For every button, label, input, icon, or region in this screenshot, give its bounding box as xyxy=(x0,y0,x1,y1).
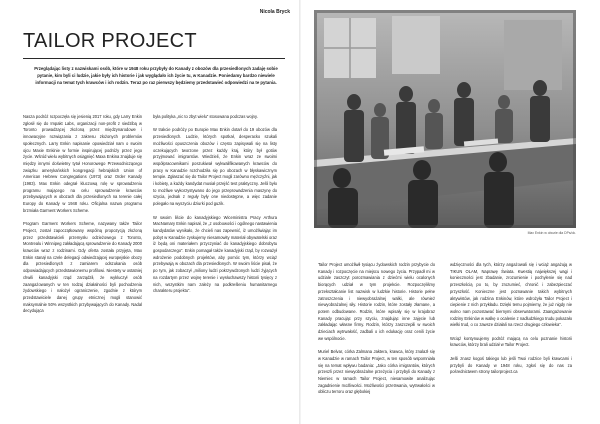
paragraph: W swoim liście do kanadyjskiego Wiceministra Pracy Arthura MacNamary Enkin napisał, że „z osobowości i ogólnego nastawienia kandydatów wynikało, że chcieli nas zapewnić, iż umożliwiając im pobyt w Kanadzie zyskujemy niesamowity materiał obywatelski oraz iż będą oni materiałem przyczyniać do kanadyjskiego dobrobytu gospodarczego”. Enkin pomagał także kanadyjski rząd, by rozważył wdrożenie podobnych projektów, aby pomóc tym, którzy wciąż przebywają w obozach dla przesiedlonych. W swoim liście pisał, że po tym, jak zobaczył „miliony ludzi pokrzywdzonych ludzi żyjących na rozdartym przez wojnę terenie i wysłuchawszy historii tysięcy z nich, wszystkim nam zależy na podkreśleniu humanitarnego charakteru projektu”. xyxy=(153,214,278,294)
paragraph: Program Garment Workers Scheme, nazywany także Tailor Project, został zapoczątkowany wspólną propozycją złożoną przez przedstawicieli przemysłu odzieżowego z Toronto, Montrealu i Winnipeg zakładającą sprowadzenie do Kanady 2000 krawców wraz z rodzinami. Gdy oferta została przyjęta, Max Enkin stanął na czele delegacji odwiedzającej europejskie obozy dla przesiedlonych z zamiarem odszukania osób odpowiadających przedstawionemu profilowi. Niestety w ostatniej chwili kanadyjski rząd zarządził, że wykluczył osób zaangażowanych w ten rodzaj działalności byli pochodzenia żydowskiego i nałożył ograniczenie, zgodnie z którym przedstawiciele danej grupy etnicznej mogli stanowić maksymalnie 50% wszystkich przybywających do Kanady. Nadal decydująca xyxy=(23,221,142,314)
title-divider xyxy=(23,58,285,59)
text-column-1 xyxy=(23,114,142,315)
page-gutter xyxy=(299,0,301,424)
paragraph: W trakcie podróży po Europie Max Enkin dotarł do 19 obozów dla przesiedlonych. Ludzie, których spotkał, desperacko szukali możliwości opuszczenia obozów i często zapisywali się na listy oczekujących tworzone przez każdy kraj, który był gotów przyjmować imigrantów. Wiedzieli, że Enkin wraz ze swoimi współpracownikami poszukiwał wykwalifikowanych krawców do pracy w Kanadzie rozchodziła się po obozach w błyskawicznym tempie. Zgłaszać się do Tailor Project mogli zarówno mężczyźni, jak i kobiety, a każdy kandydat musiał przejść test praktyczny. Jeśli było to możliwe wykorzystywano do jego przeprowadzenia maszynę do szycia, jednak z reguły były one niedostępne, a więc zadanie polegało na wyszyciu dziurki pod guzik. xyxy=(153,127,277,207)
text-column-2 xyxy=(153,114,277,295)
paragraph: wdzięczności dla tych, którzy angażowali się i wciąż angażują w TIKUN OLAM, Naprawę Świata. Kwestią największej wagi i konieczności jest zbadanie, zrozumienie i pochylenie się nad przeszłością po to, by zrozumieć, chronić i zabezpieczać przyszłość. Konieczne jest poznawanie takich wybitnych aktywistów, jak rodzina Enkinów, które wdrożyła Tailor Project i ciepienie z nich przykładu. Dzięki temu pojmiemy, że już nigdy nie wolno nam pozostawać biernymi obserwatorami. Zaangażowanie rodziny Enkinów w walkę o ocalenie z nadludzkiego trudu pokazało wielki trud, o co zawsze działali na rzecz drugiego człowieka”. xyxy=(450,262,572,328)
paragraph: Muriel Belvar, córka Zalmana Jaktera, krawca, który znalazł się w Kanadzie w ramach Tailor Project, w ten sposób wspomniała się na temat wpływu badania: „Jako córka imigrantów, których przeszli przez niewyobrażalne przeżycia i przybyli do Kanady z Niemiec w ramach Tailor Project, niesamowite analizując zagadnienie możliwości. Możliwości przetrwania, wytrwałości w obliczu terroru oraz głębokiej xyxy=(318,349,435,395)
photo-illustration xyxy=(314,10,576,228)
text-column-3 xyxy=(318,262,435,396)
historical-photo xyxy=(314,10,576,228)
photo-caption: Max Enkin w obozie dla DPs/ok. xyxy=(527,231,576,235)
paragraph: była polityka „nic to zbyt wielu” stosowana podczas wojny. xyxy=(153,114,258,119)
paragraph: Wciąż kontynuujemy podróż mającą na celu poznanie historii krawców, którzy brali udział w Tailor Project. xyxy=(450,335,572,348)
article-lead: Przeglądając listy z nazwiskami osób, które w 1948 roku przybyły do Kanady z obozów dla przesiedlonych zadaję sobie pytanie, kim byli ci ludzie, jakie były ich historie i jak wyglądało ich życie tu, w Kanadzie. Poniedamy bardzo niewiele informacji na temat tych krawców i ich rodzin. Teraz po raz pierwszy będziemy przedstawieć odpowiedzi na te pytania. xyxy=(34,66,278,85)
paragraph: Nasza podróż rozpoczęła się jesienią 2017 roku, gdy Larry Enkin zgłosił się do Impakt Labs, organizacji non-profit z siedzibą w Toronto prowadzącej złożoną przez międzynarodowe i innowacyjne rozwiązania z zakresu złożonych problemów społecznych. Larry Enkin napisanie opowiedział nam o swoim ojcu Maxie Enkinie w formie inspirującej podróży przez jego życie. Wśród wielu wybitnych osiągnięć Maxa Enkina znajduje się między innymi doświetny tytuł Honorowego Przewodniczącego związku amerykańskich kongregacji hebrajskich Union of American Hebrew Congregations (1973) oraz Order Kanady (1983). Max Enkin odegrał kluczową rolę w sprowadzeniu programu mającego na celu sprowadzenie krawców przebywających w obozach dla przesiedlonych na terenie całej Europy do Kanady w 1948 roku. Oficjalna nazwa programu brzmiała Garment Workers Scheme. xyxy=(23,114,143,213)
text-column-4 xyxy=(450,262,572,376)
paragraph: Jeśli znasz kogoś takiego lub jeśli Twoi rodzice byli krawcami i przybyli do Kanady w 1948 roku, zgłoś się do nas za pośrednictwem strony tailorproject.ca xyxy=(450,355,572,375)
paragraph: Tailor Project umożliwił tysiącu żydowskich rodzin przybycie do Kanady i rozpoczęcie na miejscu nowego życia. Przypadł mi w udziale zaszczyt porozmawiania z dziećmi wielu ocalonych biorących udział w tym projekcie. Rozpoczęliśmy przekształcanie list nazwisk w ludzkie historie. Historie pełne zatroszczenia i niewyobrażalnej walki, ale również niewyobrażalnej siły. Historie rodzin, które zostały złamane, a potem odbudowane. Rodzin, które wpisały się w krajobraz Kanady pracując przy szyciu, znajdując inne zajęcie lub zakładając własne firmy. Rodzin, którzy zaszczepili w swoich dzieciach wytrwałość, zadbali o ich edukację oraz cenili życie we wspólnocie. xyxy=(318,262,435,341)
article-author: Nicola Bryck xyxy=(259,9,290,15)
article-title: TAILOR PROJECT xyxy=(23,30,197,52)
